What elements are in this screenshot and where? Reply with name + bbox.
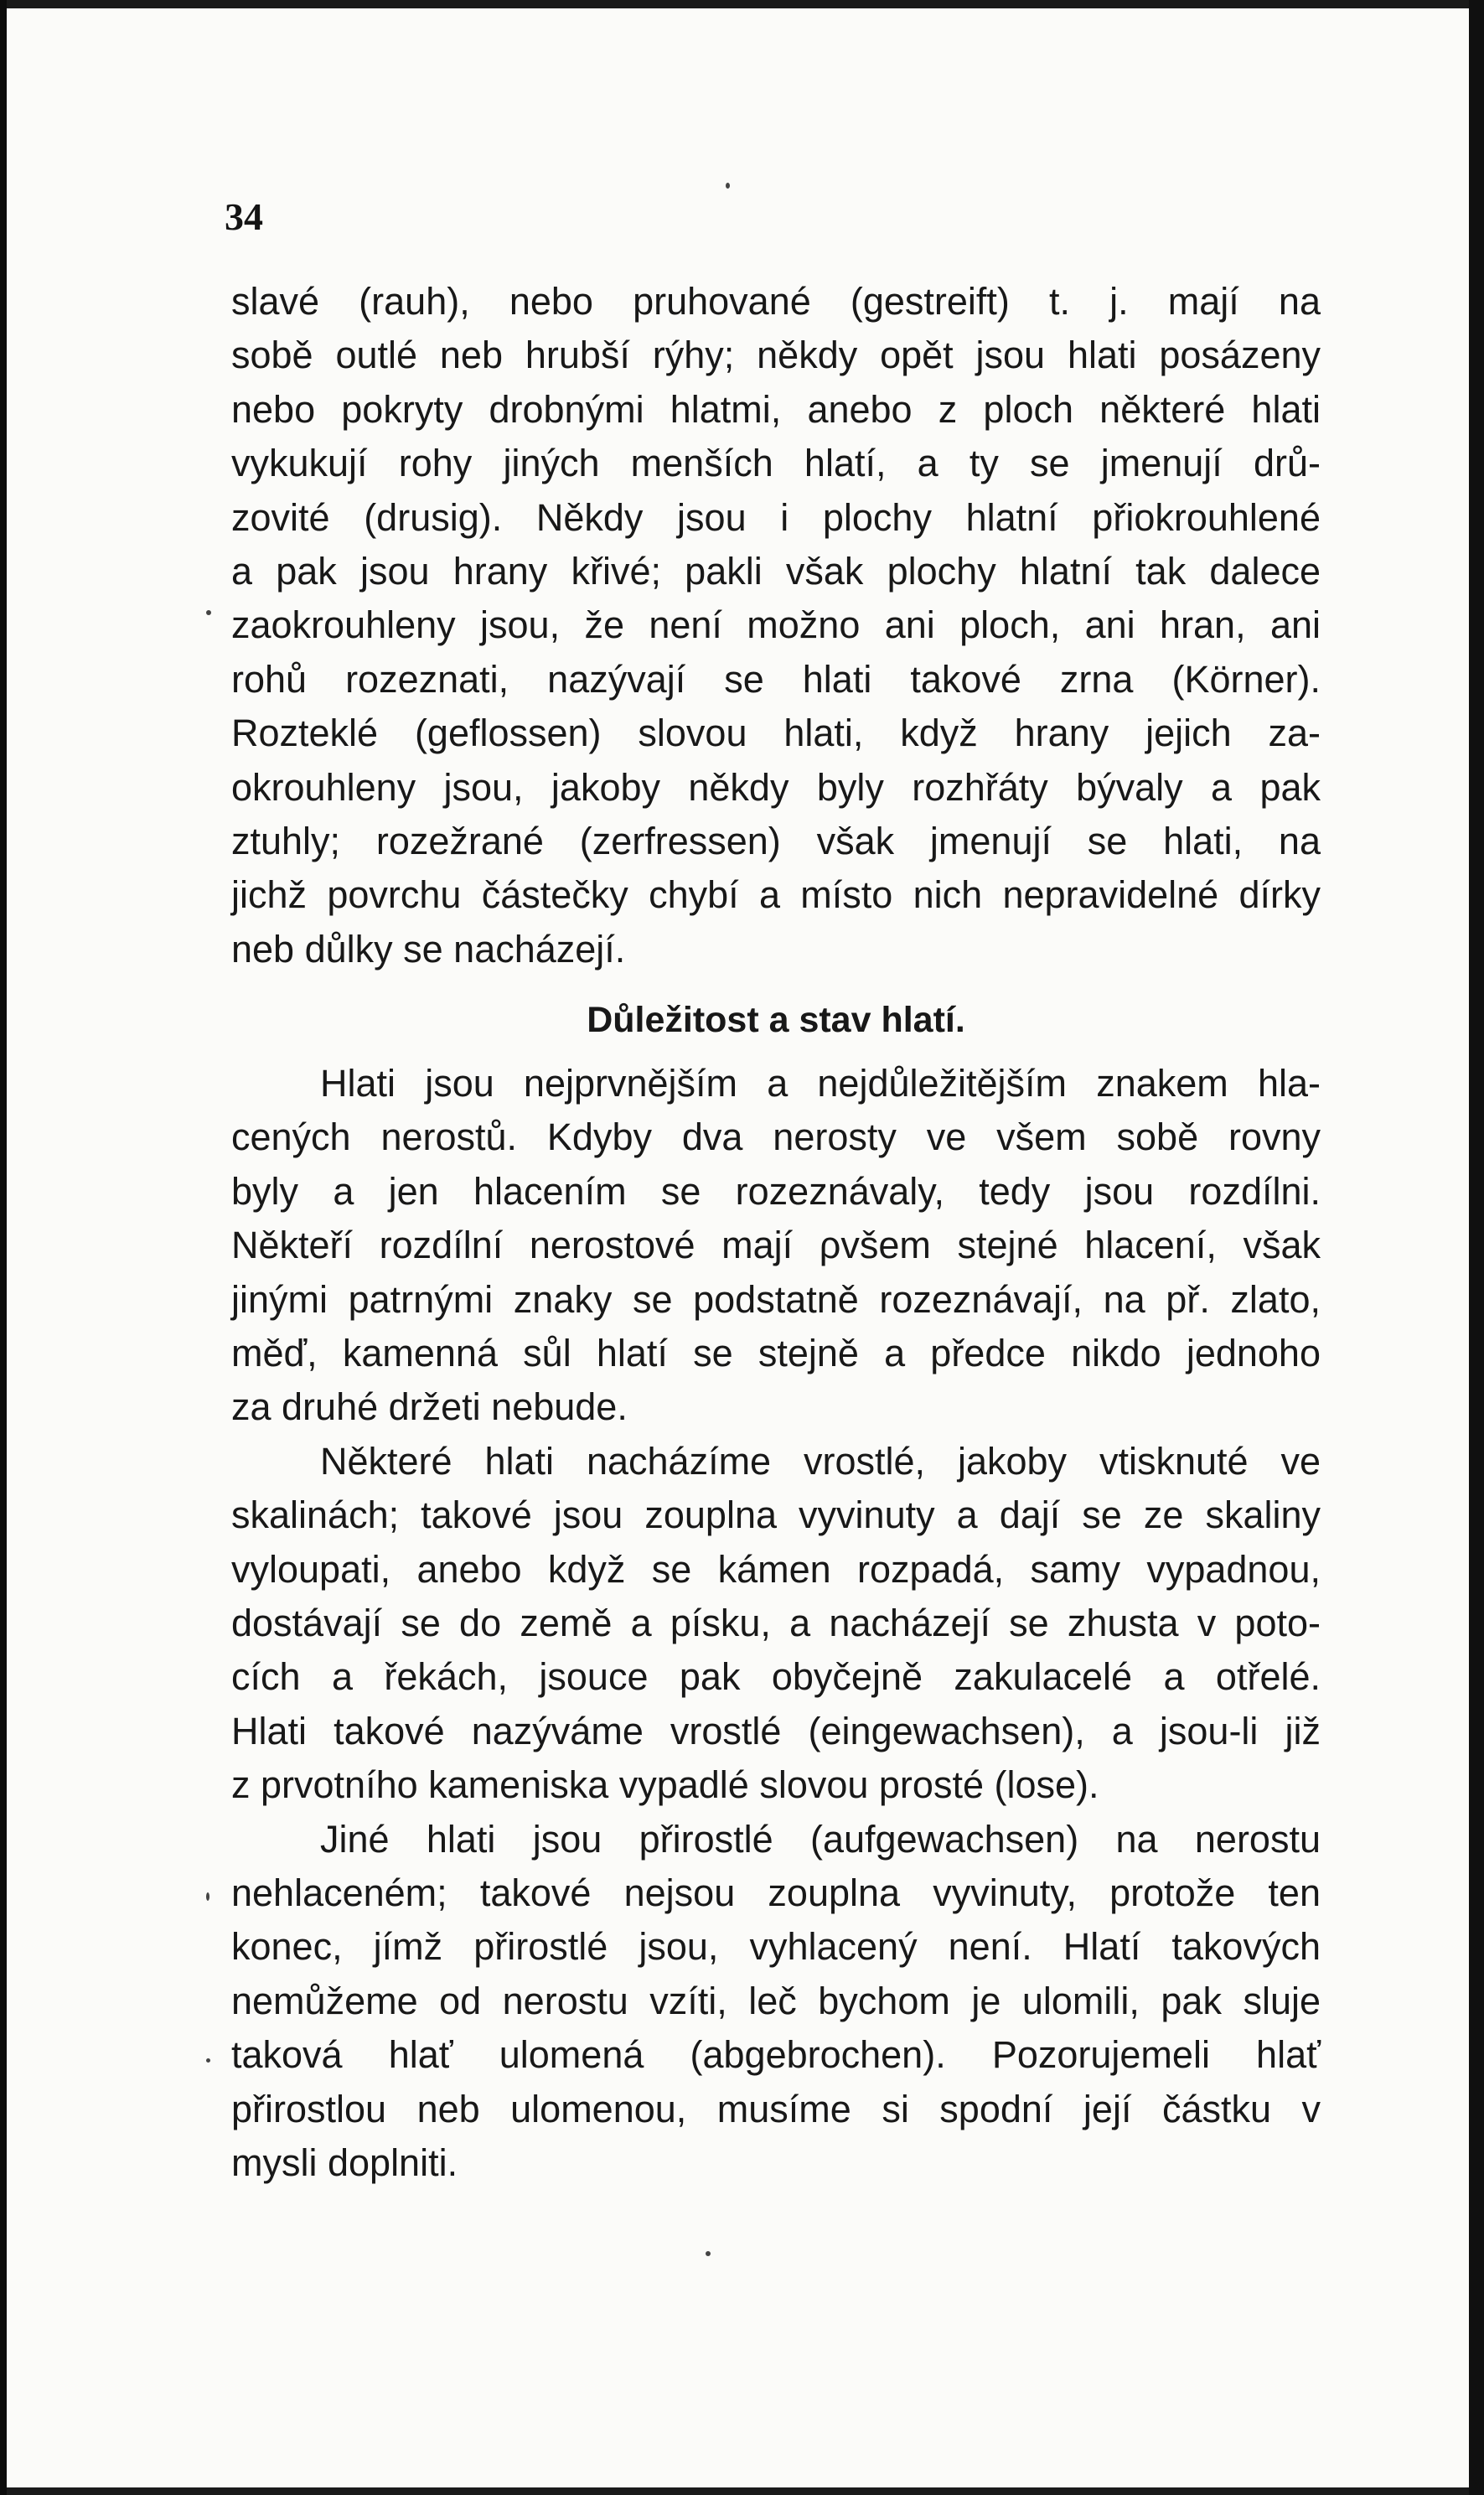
text-line: jinými patrnými znaky se podstatně rozeznávají, na př. zlato,	[231, 1277, 1321, 1321]
text-line: mysli doplniti.	[231, 2140, 458, 2184]
text-line: sobě outlé neb hrubší rýhy; někdy opět jsou hlati posázeny	[231, 334, 1321, 377]
text-line: nemůžeme od nerostu vzíti, leč bychom je ulomili, pak sluje	[231, 1979, 1321, 2022]
text-line: taková hlať ulomená (abgebrochen). Pozorujemeli hlať	[231, 2033, 1321, 2077]
text-line: z prvotního kameniska vypadlé slovou prosté (lose).	[231, 1763, 1099, 1807]
text-line: neb důlky se nacházejí.	[231, 927, 626, 971]
page-number: 34	[225, 195, 263, 238]
text-line: zovité (drusig). Někdy jsou i plochy hlatní přiokrouhlené	[231, 495, 1321, 539]
scan-speck	[726, 183, 730, 189]
scan-speck	[206, 1892, 209, 1901]
text-line: Hlati jsou nejprvnějším a nejdůležitějším znakem hla-	[320, 1062, 1321, 1105]
text-line: Rozteklé (geflossen) slovou hlati, když hrany jejich za-	[231, 712, 1321, 755]
text-line: cích a řekách, jsouce pak obyčejně zakulacelé a otřelé.	[231, 1655, 1321, 1699]
text-line: za druhé držeti nebude.	[231, 1385, 628, 1429]
text-line: vyloupati, anebo když se kámen rozpadá, samy vypadnou,	[231, 1547, 1321, 1591]
scan-speck	[706, 2251, 711, 2256]
text-line: Někteří rozdílní nerostové mají ρvšem stejné hlacení, však	[231, 1224, 1321, 1267]
text-line: zaokrouhleny jsou, že není možno ani ploch, ani hran, ani	[231, 603, 1321, 647]
text-line: nehlaceném; takové nejsou zouplna vyvinuty, protože ten	[231, 1871, 1321, 1914]
text-line: Hlati takové nazýváme vrostlé (eingewachsen), a jsou-li již	[231, 1709, 1321, 1752]
text-line: ztuhly; rozežrané (zerfressen) však jmenují se hlati, na	[231, 819, 1321, 862]
text-line: jichž povrchu částečky chybí a místo nich nepravidelné dírky	[231, 873, 1321, 917]
text-line: nebo pokryty drobnými hlatmi, anebo z ploch některé hlati	[231, 387, 1321, 431]
text-line: okrouhleny jsou, jakoby někdy byly rozhřáty bývaly a pak	[231, 765, 1321, 809]
text-line: Jiné hlati jsou přirostlé (aufgewachsen) na nerostu	[320, 1817, 1321, 1861]
text-line: měď, kamenná sůl hlatí se stejně a předce nikdo jednoho	[231, 1332, 1321, 1375]
text-line: vykukují rohy jiných menších hlatí, a ty se jmenují drů-	[231, 442, 1321, 485]
text-line: byly a jen hlacením se rozeznávaly, tedy jsou rozdílni.	[231, 1169, 1321, 1213]
text-line: konec, jímž přirostlé jsou, vyhlacený není. Hlatí takových	[231, 1925, 1321, 1969]
text-line: Některé hlati nacházíme vrostlé, jakoby vtisknuté ve	[320, 1439, 1321, 1483]
text-line: skalinách; takové jsou zouplna vyvinuty a dají se ze skaliny	[231, 1493, 1321, 1537]
section-heading: Důležitost a stav hlatí.	[587, 1000, 965, 1041]
text-line: slavé (rauh), nebo pruhované (gestreift) t. j. mají na	[231, 280, 1321, 323]
text-line: a pak jsou hrany křivé; pakli však plochy hlatní tak dalece	[231, 549, 1321, 593]
text-line: dostávají se do země a písku, a nacházejí se zhusta v poto-	[231, 1601, 1321, 1644]
scan-speck	[206, 610, 211, 615]
page-text	[231, 275, 1321, 2190]
text-line: rohů rozeznati, nazývají se hlati takové zrna (Körner).	[231, 657, 1321, 701]
text-line: přirostlou neb ulomenou, musíme si spodní její částku v	[231, 2087, 1321, 2130]
scan-edge-right	[1469, 0, 1484, 2495]
scan-edge-left	[0, 0, 7, 2495]
text-line: cených nerostů. Kdyby dva nerosty ve všem sobě rovny	[231, 1116, 1321, 1159]
scan-speck	[206, 2058, 210, 2063]
